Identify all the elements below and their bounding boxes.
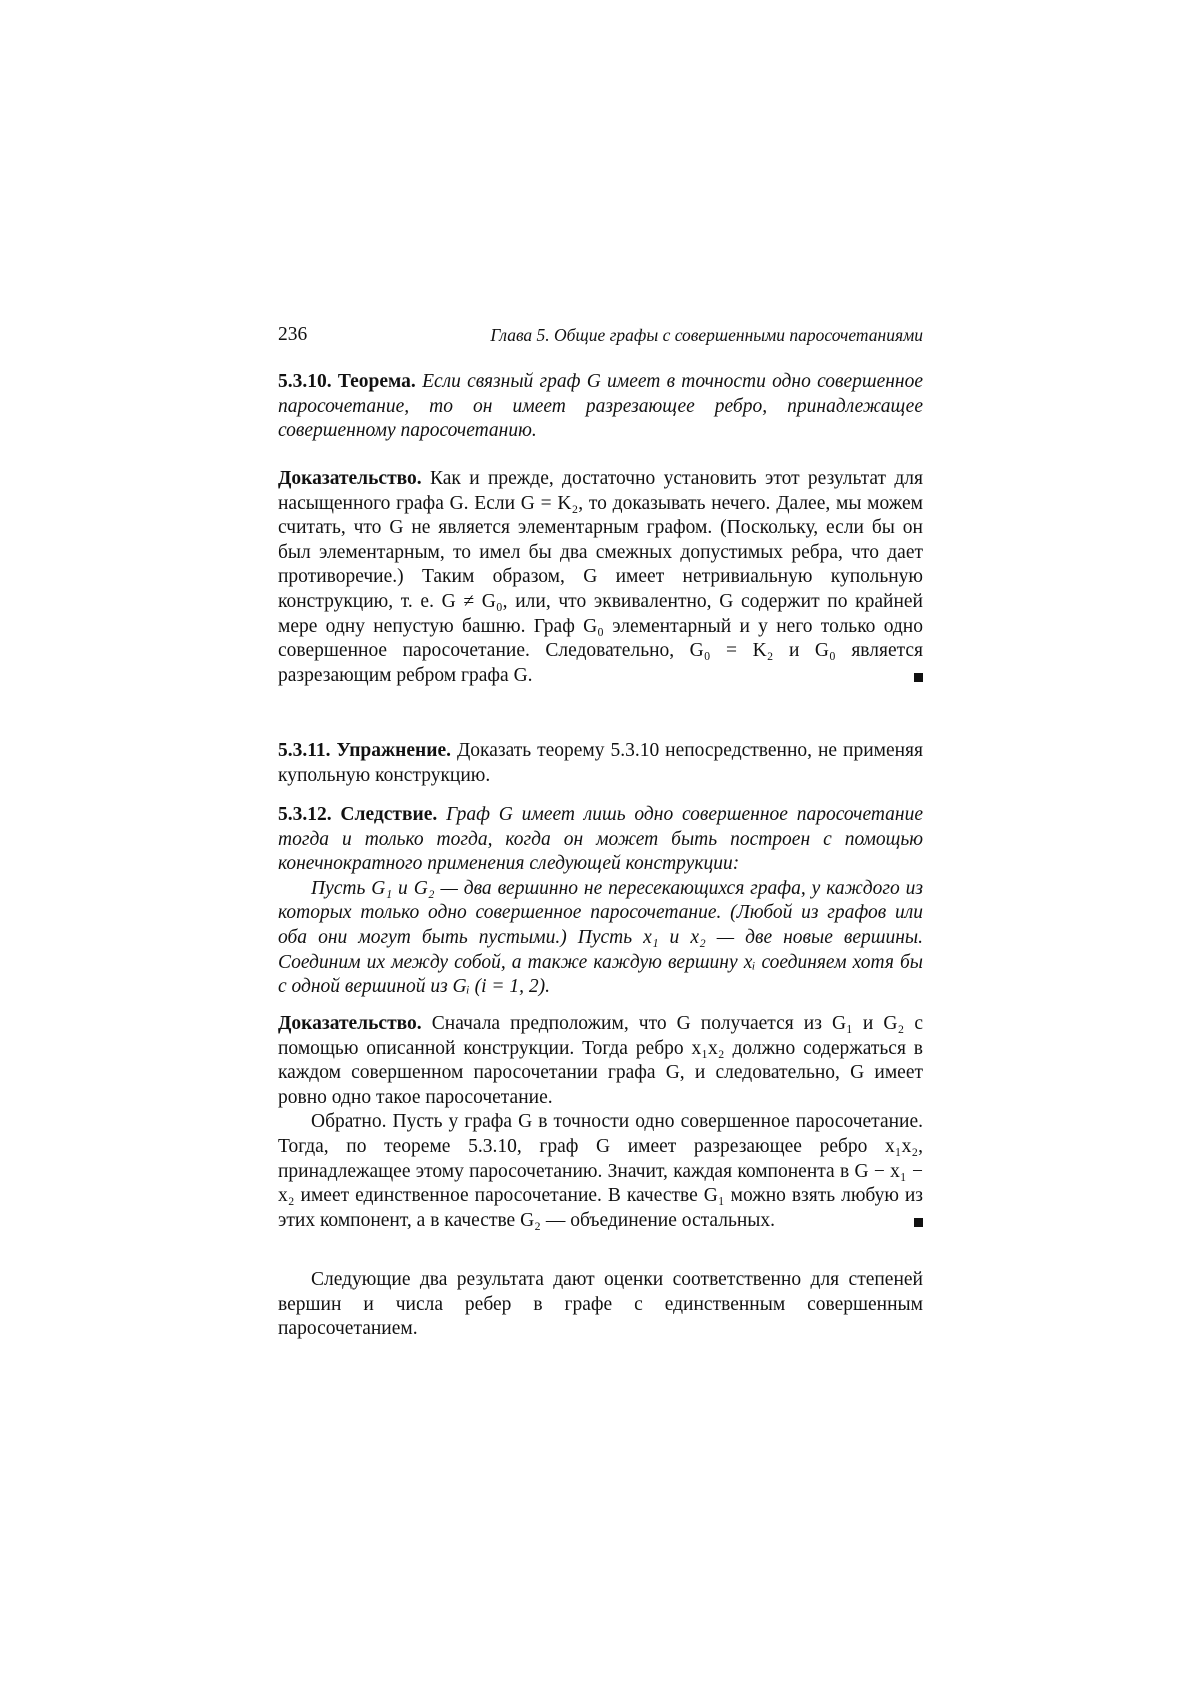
running-head [278,323,923,347]
corollary-text: Граф G имеет лишь одно совершенное паросочетание тогда и только тогда, когда он может быть построен с помощью конечнократного применения следующей конструкции: [278,804,923,875]
closing-text: Следующие два результата дают оценки соответственно для степеней вершин и числа ребер в графе с единственным совершенным паросочетанием. [278,1269,923,1340]
corollary-label: 5.3.12. Следствие. [278,804,438,825]
page-number: 236 [278,324,308,345]
corollary-5-3-12 [278,803,923,1000]
closing-paragraph [278,1268,923,1342]
exercise-5-3-11 [278,739,923,788]
exercise-label: 5.3.11. Упражнение. [278,740,452,761]
proof-label: Доказательство. [278,468,422,489]
exercise-text: Доказать теорему 5.3.10 непосредственно, не применяя купольную конструкцию. [278,740,923,786]
qed-mark [914,1218,923,1227]
proof-theorem [278,467,923,688]
qed-mark [914,673,923,682]
proof-label: Доказательство. [278,1013,422,1034]
theorem-text: Если связный граф G имеет в точности одно совершенное паросочетание, то он имеет разрезающее ребро, принадлежащее совершенному паросочетанию. [278,371,924,442]
proof-text: Сначала предположим, что G получается из G₁ и G₂ с помощью описанной конструкции. Тогда ребро x₁x₂ должно содержаться в каждом совершенном паросочетании графа G, и следовательно, G имеет ровно одно такое паросочетание. [278,1013,923,1108]
proof-text: Как и прежде, достаточно установить этот результат для насыщенного графа G. Если G = K₂, то доказывать нечего. Далее, мы можем считать, что G не является элементарным графом. (Поскольку, если бы он был элементарным, то имел бы два смежных допустимых ребра, что дает противоречие.) Таким образом, G имеет нетривиальную купольную конструкцию, т. е. G ≠ G₀, или, что эквивалентно, G содержит по крайней мере одну непустую башню. Граф G₀ элементарный и у него только одно совершенное паросочетание. Следовательно, G₀ = K₂ и G₀ является разрезающим ребром графа G. [278,468,924,686]
theorem-5-3-10 [278,370,923,444]
corollary-construction: Пусть G₁ и G₂ — два вершинно не пересекающихся графа, у каждого из которых только одно совершенное паросочетание. (Любой из графов или оба они могут быть пустыми.) Пусть x₁ и x₂ — две новые вершины. Соединим их между собой, а также каждую вершину xᵢ соединяем хотя бы с одной вершиной из Gᵢ (i = 1, 2). [278,877,923,998]
proof-corollary [278,1012,923,1233]
chapter-title: Глава 5. Общие графы с совершенными паросочетаниями [490,325,923,345]
theorem-label: 5.3.10. Теорема. [278,371,416,392]
proof-converse-text: Обратно. Пусть у графа G в точности одно совершенное паросочетание. Тогда, по теореме 5.3.10, граф G имеет разрезающее ребро x₁x₂, принадлежащее этому паросочетанию. Значит, каждая компонента в G − x₁ − x₂ имеет единственное паросочетание. В качестве G₁ можно взять любую из этих компонент, а в качестве G₂ — объединение остальных. [278,1111,923,1231]
